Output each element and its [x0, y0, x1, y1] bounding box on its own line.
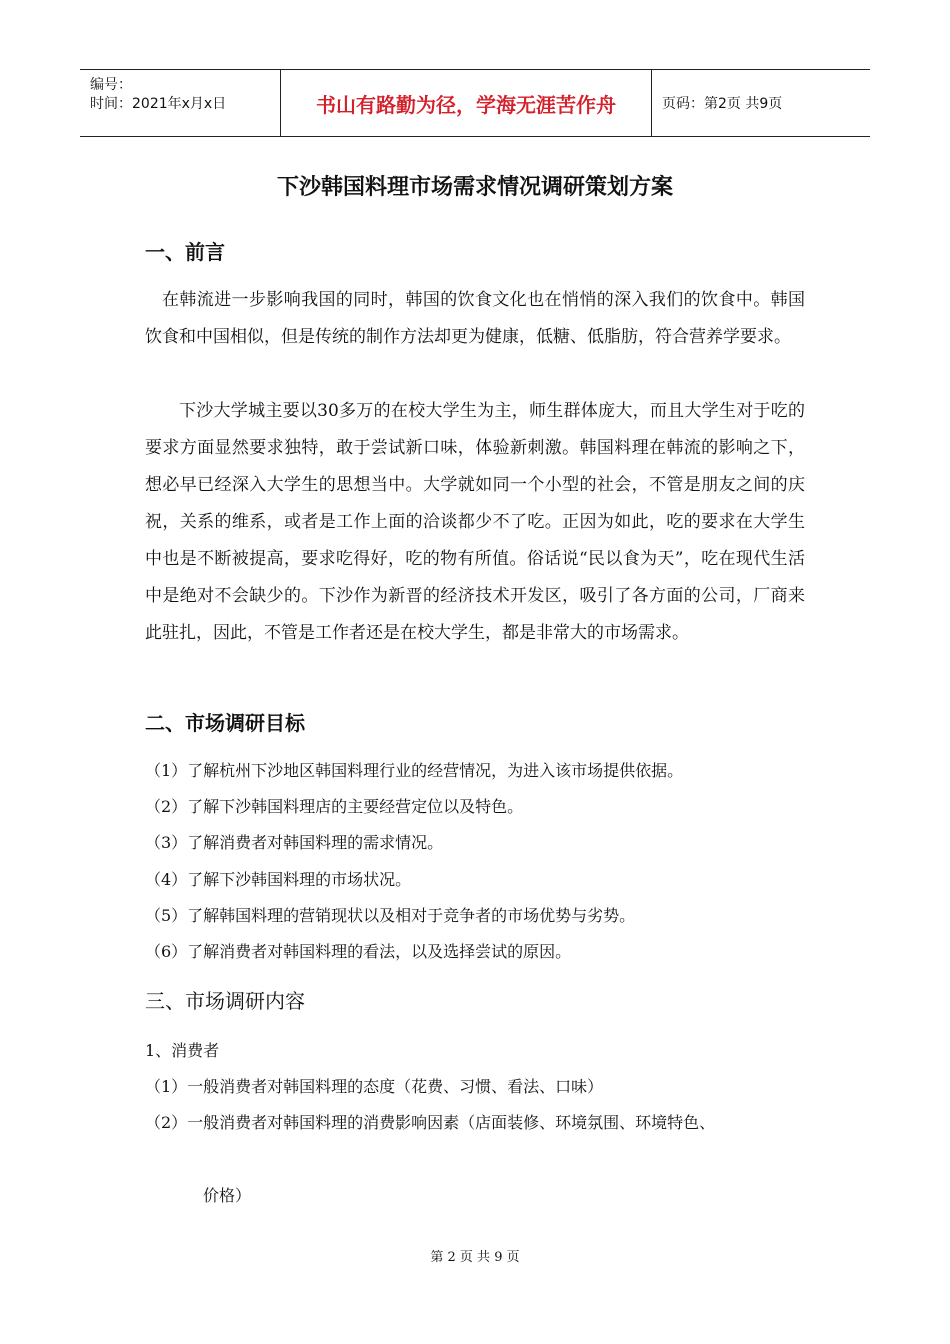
objective-item: （4）了解下沙韩国料理的市场状况。 — [145, 870, 412, 889]
objective-item: （1）了解杭州下沙地区韩国料理行业的经营情况，为进入该市场提供依据。 — [145, 761, 684, 780]
header-table — [80, 69, 870, 137]
section-heading-objectives: 二、市场调研目标 — [145, 711, 305, 735]
preface-paragraph-2: 下沙大学城主要以30多万的在校大学生为主，师生群体庞大，而且大学生对于吃的要求方面显然要求独特，敢于尝试新口味，体验新刺激。韩国料理在韩流的影响之下，想必早已经深入大学生的思想当中。大学就如同一个小型的社会，不管是朋友之间的庆祝，关系的维系，或者是工作上面的洽谈都少不了吃。正因为如此，吃的要求在大学生中也是不断被提高，要求吃得好，吃的物有所值。俗话说“民以食为天”，吃在现代生活中是绝对不会缺少的。下沙作为新晋的经济技术开发区，吸引了各方面的公司，厂商来此驻扎，因此，不管是工作者还是在校大学生，都是非常大的市场需求。 — [145, 401, 805, 643]
content-item-continuation: 价格） — [203, 1186, 252, 1205]
document-number-label: 编号： — [90, 77, 132, 93]
objective-item: （6）了解消费者对韩国料理的看法，以及选择尝试的原因。 — [145, 942, 572, 961]
content-item: （1）一般消费者对韩国料理的态度（花费、习惯、看法、口味） — [145, 1077, 604, 1096]
section-heading-preface: 一、前言 — [145, 240, 225, 264]
document-title: 下沙韩国料理市场需求情况调研策划方案 — [276, 175, 673, 200]
header-motto: 书山有路勤为径，学海无涯苦作舟 — [280, 70, 652, 136]
section-heading-content-text: 三、市场调研内容 — [145, 989, 305, 1013]
header-meta — [80, 70, 280, 136]
content-subheading-consumers: 1、消费者 — [145, 1041, 220, 1060]
page-footer: 第 2 页 共 9 页 — [430, 1250, 520, 1265]
objective-item: （2）了解下沙韩国料理店的主要经营定位以及特色。 — [145, 797, 524, 816]
document-time: 时间：2021年x月x日 — [90, 96, 227, 112]
objective-item: （5）了解韩国料理的营销现状以及相对于竞争者的市场优势与劣势。 — [145, 906, 636, 925]
section-heading-content — [145, 985, 305, 1014]
preface-paragraph-1: 在韩流进一步影响我国的同时，韩国的饮食文化也在悄悄的深入我们的饮食中。韩国饮食和中国相似，但是传统的制作方法却更为健康，低糖、低脂肪，符合营养学要求。 — [145, 290, 805, 347]
header-page-info: 页码：第2页 共9页 — [662, 96, 783, 112]
content-item: （2）一般消费者对韩国料理的消费影响因素（店面装修、环境氛围、环境特色、 — [145, 1113, 716, 1132]
objective-item: （3）了解消费者对韩国料理的需求情况。 — [145, 833, 444, 852]
